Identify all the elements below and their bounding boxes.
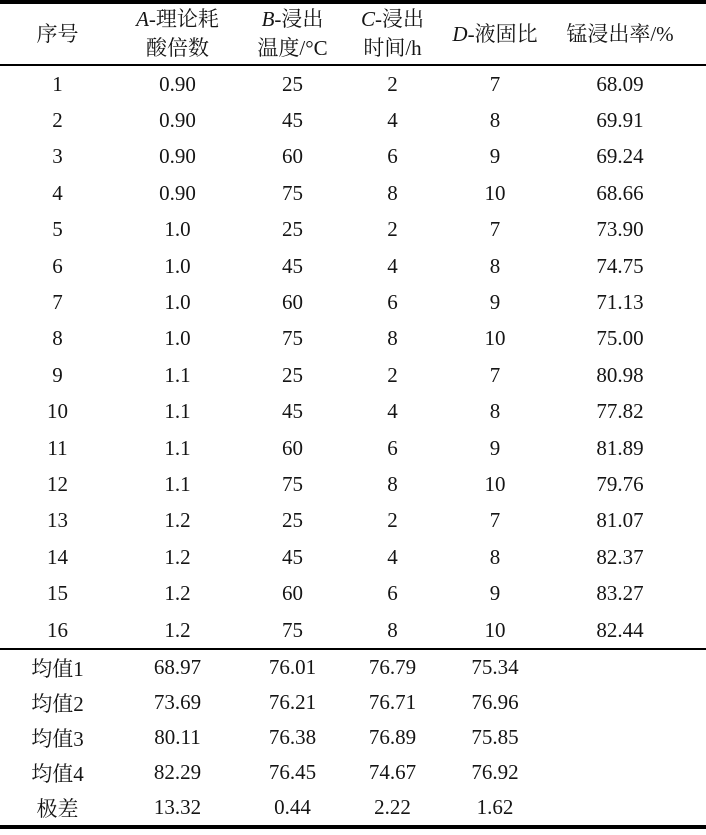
value-cell: 45 <box>282 108 303 133</box>
value-cell: 76.38 <box>268 725 317 750</box>
summary-row <box>0 790 706 827</box>
header-factor-d-liquid-solid-ratio <box>440 2 550 65</box>
value-cell: 25 <box>282 362 303 387</box>
value-cell: 75 <box>282 326 303 351</box>
value-cell: 6 <box>387 290 398 315</box>
header-row <box>0 2 706 65</box>
row-label-cell: 16 <box>47 617 68 642</box>
experiment-row <box>0 394 706 430</box>
value-cell: 76.89 <box>368 725 417 750</box>
experiment-row <box>0 357 706 393</box>
value-cell: 75.00 <box>596 326 644 351</box>
header-text: -液固比 <box>467 21 538 46</box>
header-text: -浸出 <box>375 7 424 31</box>
value-cell: 76.96 <box>471 690 519 715</box>
value-cell: 68.66 <box>596 180 644 205</box>
value-cell: 0.90 <box>159 180 196 205</box>
value-cell: 45 <box>282 544 303 569</box>
value-cell: 0.44 <box>274 795 311 820</box>
value-cell: 60 <box>282 290 303 315</box>
value-cell: 8 <box>489 253 501 278</box>
value-cell: 0.90 <box>159 71 196 96</box>
row-label-cell: 均值3 <box>31 726 84 751</box>
value-cell: 1.1 <box>164 471 191 496</box>
row-label-cell: 15 <box>47 581 68 606</box>
value-cell: 25 <box>282 71 303 96</box>
summary-row <box>0 649 706 685</box>
value-cell: 75.85 <box>471 725 519 750</box>
header-text: -浸出 <box>274 7 324 31</box>
value-cell: 60 <box>282 435 303 460</box>
value-cell: 81.07 <box>596 508 644 533</box>
value-cell: 10 <box>484 471 506 496</box>
value-cell: 73.90 <box>596 217 644 242</box>
experiment-row <box>0 139 706 175</box>
factor-letter: D <box>452 21 468 46</box>
value-cell: 80.11 <box>154 725 201 750</box>
row-label-cell: 6 <box>52 253 63 278</box>
header-factor-c-time <box>345 2 440 65</box>
experiment-row <box>0 248 706 284</box>
value-cell: 7 <box>489 71 501 96</box>
factor-letter: C <box>360 7 375 31</box>
row-label-cell: 14 <box>47 544 68 569</box>
value-cell: 45 <box>282 399 303 424</box>
value-cell: 8 <box>387 617 398 642</box>
experiment-row <box>0 102 706 138</box>
value-cell: 8 <box>387 326 398 351</box>
value-cell: 8 <box>489 108 501 133</box>
value-cell: 25 <box>282 508 303 533</box>
value-cell: 74.67 <box>368 760 417 785</box>
value-cell: 2 <box>387 362 398 387</box>
experiment-row <box>0 175 706 211</box>
value-cell: 76.21 <box>268 690 317 715</box>
row-label-cell: 均值1 <box>0 649 115 685</box>
value-cell: 10 <box>484 617 506 642</box>
value-cell: 60 <box>282 581 303 606</box>
summary-row <box>0 685 706 720</box>
value-cell: 0.90 <box>159 108 196 133</box>
row-label-cell: 11 <box>47 435 68 460</box>
value-cell: 7 <box>489 362 501 387</box>
value-cell: 7 <box>489 217 501 242</box>
value-cell: 1.0 <box>164 290 191 315</box>
experiment-row <box>0 65 706 102</box>
value-cell: 79.76 <box>596 471 644 496</box>
value-cell: 8 <box>489 544 501 569</box>
summary-row <box>0 720 706 755</box>
value-cell: 4 <box>387 108 398 133</box>
experiment-row <box>0 612 706 649</box>
value-cell: 10 <box>484 180 506 205</box>
value-cell: 1.1 <box>164 399 191 424</box>
value-cell: 76.01 <box>240 649 345 685</box>
value-cell: 1.0 <box>164 253 191 278</box>
value-cell: 1.2 <box>164 581 191 606</box>
value-cell: 2.22 <box>374 795 411 820</box>
value-cell: 76.79 <box>345 649 440 685</box>
header-factor-a-acid-ratio <box>115 2 240 65</box>
value-cell: 80.98 <box>596 362 644 387</box>
value-cell: 4 <box>387 544 398 569</box>
value-cell: 76.45 <box>268 760 317 785</box>
value-cell: 6 <box>387 144 398 169</box>
header-serial-number <box>0 2 115 65</box>
value-cell: 6 <box>387 435 398 460</box>
value-cell: 9 <box>489 290 501 315</box>
value-cell: 82.29 <box>153 760 202 785</box>
value-cell: 1.1 <box>164 435 191 460</box>
row-label-cell: 3 <box>52 144 63 169</box>
value-cell: 73.69 <box>153 690 202 715</box>
factor-letter: B <box>261 7 275 31</box>
row-label-cell: 7 <box>52 290 63 315</box>
value-cell: 69.24 <box>596 144 644 169</box>
header-text: -理论耗 <box>148 7 219 31</box>
value-cell: 83.27 <box>596 581 644 606</box>
row-label-cell: 1 <box>52 71 63 96</box>
value-cell: 1.1 <box>164 362 191 387</box>
row-label-cell: 10 <box>47 399 68 424</box>
experiment-row <box>0 284 706 320</box>
value-cell: 8 <box>489 399 501 424</box>
value-cell: 68.97 <box>115 649 240 685</box>
value-cell: 7 <box>489 508 501 533</box>
header-text: 序号 <box>36 21 79 46</box>
value-cell: 69.91 <box>596 108 644 133</box>
value-cell: 9 <box>489 581 501 606</box>
experiment-row <box>0 466 706 502</box>
value-cell: 71.13 <box>596 290 644 315</box>
header-text-line2: 温度/°C <box>257 36 328 60</box>
value-cell: 82.44 <box>596 617 644 642</box>
value-cell: 45 <box>282 253 303 278</box>
value-cell: 77.82 <box>596 399 644 424</box>
value-cell: 1.62 <box>476 795 514 820</box>
value-cell: 76.92 <box>471 760 519 785</box>
value-cell: 9 <box>489 144 501 169</box>
value-cell <box>550 790 706 827</box>
row-label-cell: 极差 <box>36 796 79 821</box>
value-cell <box>550 685 706 720</box>
value-cell: 75 <box>282 471 303 496</box>
value-cell: 2 <box>387 71 398 96</box>
factor-letter: A <box>136 7 149 31</box>
value-cell: 8 <box>387 180 398 205</box>
value-cell: 10 <box>484 326 506 351</box>
value-cell: 8 <box>387 471 398 496</box>
header-text-line2: 时间/h <box>363 36 422 60</box>
value-cell: 2 <box>387 217 398 242</box>
row-label-cell: 均值2 <box>31 691 84 716</box>
summary-row <box>0 755 706 790</box>
row-label-cell: 12 <box>47 471 68 496</box>
experiment-row <box>0 503 706 539</box>
value-cell: 74.75 <box>596 253 644 278</box>
row-label-cell: 均值4 <box>31 761 84 786</box>
row-label-cell: 13 <box>47 508 68 533</box>
experiment-row <box>0 321 706 357</box>
value-cell: 1.2 <box>164 544 191 569</box>
value-cell: 75.34 <box>440 649 550 685</box>
value-cell: 1.2 <box>164 617 191 642</box>
header-text-line2: 酸倍数 <box>146 36 209 60</box>
header-mn-leaching-rate <box>550 2 706 65</box>
value-cell: 75 <box>282 180 303 205</box>
value-cell: 1.2 <box>164 508 191 533</box>
value-cell: 4 <box>387 399 398 424</box>
experiment-row <box>0 212 706 248</box>
row-label-cell: 9 <box>52 362 63 387</box>
row-label-cell: 4 <box>52 180 63 205</box>
value-cell: 2 <box>387 508 398 533</box>
header-factor-b-temperature <box>240 2 345 65</box>
experiment-row <box>0 575 706 611</box>
value-cell: 68.09 <box>596 71 644 96</box>
value-cell: 1.0 <box>164 326 191 351</box>
experiment-row <box>0 430 706 466</box>
table-header <box>0 2 706 65</box>
value-cell: 4 <box>387 253 398 278</box>
row-label-cell: 8 <box>52 326 63 351</box>
value-cell: 1.0 <box>164 217 191 242</box>
experiment-row <box>0 539 706 575</box>
row-label-cell: 2 <box>52 108 63 133</box>
value-cell: 9 <box>489 435 501 460</box>
value-cell <box>550 649 706 685</box>
value-cell <box>550 755 706 790</box>
value-cell: 25 <box>282 217 303 242</box>
row-label-cell: 5 <box>52 217 63 242</box>
value-cell: 76.71 <box>368 690 417 715</box>
value-cell: 75 <box>282 617 303 642</box>
value-cell: 6 <box>387 581 398 606</box>
summary-body <box>0 649 706 827</box>
value-cell: 0.90 <box>159 144 196 169</box>
value-cell: 60 <box>282 144 303 169</box>
value-cell: 82.37 <box>596 544 644 569</box>
value-cell <box>550 720 706 755</box>
value-cell: 13.32 <box>153 795 202 820</box>
experiment-body <box>0 65 706 649</box>
value-cell: 81.89 <box>596 435 644 460</box>
header-text: 锰浸出率/% <box>566 21 674 46</box>
